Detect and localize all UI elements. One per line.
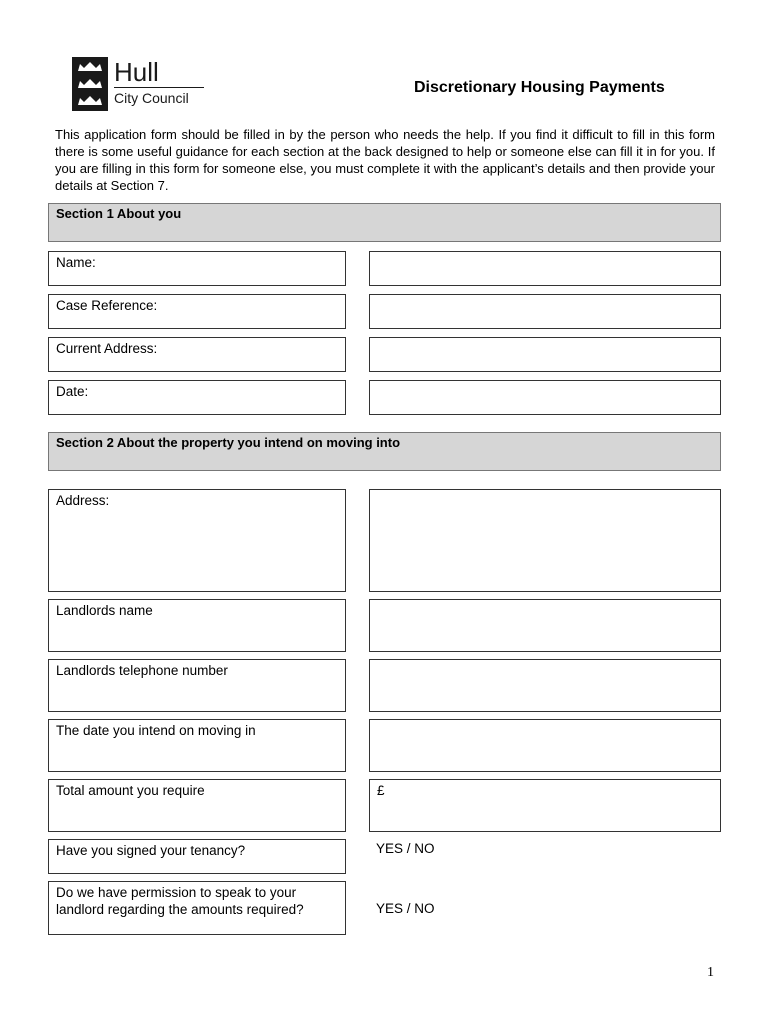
section-2-header: Section 2 About the property you intend on moving into [48,432,721,471]
landlord-permission-yes-no[interactable]: YES / NO [376,901,435,916]
tenancy-signed-label: Have you signed your tenancy? [48,839,346,874]
landlord-telephone-field[interactable] [369,659,721,712]
tenancy-signed-yes-no[interactable]: YES / NO [376,841,435,856]
property-address-field[interactable] [369,489,721,592]
logo-name: Hull [114,57,159,87]
section-1-header: Section 1 About you [48,203,721,242]
total-amount-label: Total amount you require [48,779,346,832]
intro-paragraph: This application form should be filled in by the person who needs the help. If you find it difficult to fill in this form there is some useful guidance for each section at the back designed to help or someone else can fill it in for you. If you are filling in this form for someone else, you must complete it with the applicant’s details and then provide your details at Section 7. [55,127,715,193]
hull-city-council-logo [72,57,212,113]
date-label: Date: [48,380,346,415]
move-in-date-field[interactable] [369,719,721,772]
total-amount-field[interactable]: £ [369,779,721,832]
crown-crest-icon [72,57,108,111]
landlord-permission-label: Do we have permission to speak to your landlord regarding the amounts required? [48,881,346,935]
case-reference-label: Case Reference: [48,294,346,329]
landlord-name-field[interactable] [369,599,721,652]
name-field[interactable] [369,251,721,286]
landlord-name-label: Landlords name [48,599,346,652]
name-label: Name: [48,251,346,286]
document-title: Discretionary Housing Payments [414,79,665,96]
case-reference-field[interactable] [369,294,721,329]
property-address-label: Address: [48,489,346,592]
page-number: 1 [707,965,714,980]
logo-subtitle: City Council [114,90,189,106]
move-in-date-label: The date you intend on moving in [48,719,346,772]
logo-divider [114,87,204,88]
current-address-label: Current Address: [48,337,346,372]
landlord-telephone-label: Landlords telephone number [48,659,346,712]
date-field[interactable] [369,380,721,415]
current-address-field[interactable] [369,337,721,372]
